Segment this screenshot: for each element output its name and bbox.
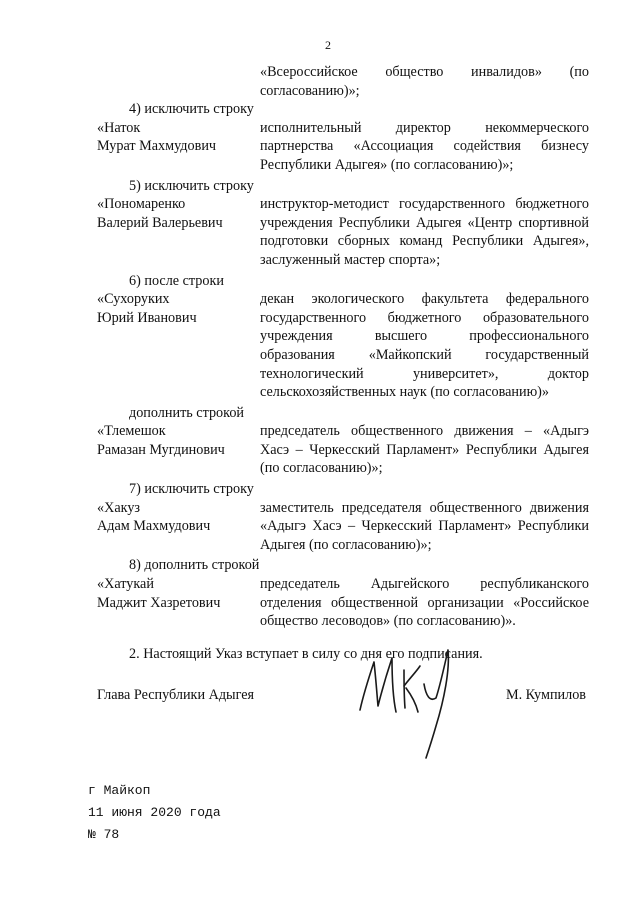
signer-title: Глава Республики Адыгея <box>97 687 255 703</box>
page-number: 2 <box>325 38 331 52</box>
entry-row <box>97 119 589 175</box>
stamp-date: 11 июня 2020 года <box>88 805 221 820</box>
entry-row <box>97 499 589 555</box>
entry-row <box>97 290 589 402</box>
instruction-8: 8) дополнить строкой <box>129 557 260 574</box>
entry-row <box>97 422 589 478</box>
stamp-city: г Майкоп <box>88 783 151 798</box>
person-role: инструктор-методист государственного бюджетного учреждения Республики Адыгея «Центр спортивной подготовки сборных команд Республики Адыгея», заслуженный мастер спорта»; <box>260 196 589 268</box>
instruction-6: 6) после строки <box>129 272 224 289</box>
person-role: декан экологического факультета федерального государственного бюджетного образовательного учреждения высшего профессионального образования «Майкопский государственный технологический университет», доктор сельскохозяйственных наук (по согласованию)» <box>260 291 589 401</box>
person-role: заместитель председателя общественного движения «Адыгэ Хасэ – Черкесский Парламент» Республики Адыгея (по согласованию)»; <box>260 499 589 553</box>
person-name: «Пономаренко Валерий Валерьевич <box>97 196 223 231</box>
person-role: председатель общественного движения – «Адыгэ Хасэ – Черкесский Парламент» Республики Адыгея (по согласованию)»; <box>260 423 589 477</box>
document-body <box>97 63 589 663</box>
person-name: «Хакуз Адам Махмудович <box>97 499 211 535</box>
person-name: «Хатукай Маджит Хазретович <box>97 576 221 611</box>
instruction-7: 7) исключить строку <box>129 481 254 498</box>
decree-stamp <box>88 780 221 846</box>
handwritten-signature <box>352 640 472 760</box>
decree-clause: 2. Настоящий Указ вступает в силу со дня его подписания. <box>129 645 483 662</box>
instruction-4: 4) исключить строку <box>129 101 254 118</box>
person-name: «Сухоруких Юрий Иванович <box>97 291 197 326</box>
entry-row <box>97 195 589 269</box>
person-name: «Тлемешок Рамазан Мугдинович <box>97 423 225 458</box>
signer-name: М. Кумпилов <box>505 687 586 703</box>
entry-row <box>97 575 589 631</box>
intro-tail-text: «Всероссийское общество инвалидов» (по согласованию)»; <box>260 64 589 99</box>
stamp-number: № 78 <box>88 827 120 842</box>
person-name: «Наток Мурат Махмудович <box>97 119 217 155</box>
instruction-add: дополнить строкой <box>129 404 245 421</box>
instruction-5: 5) исключить строку <box>129 177 254 194</box>
person-role: исполнительный директор некоммерческого партнерства «Ассоциация содействия бизнесу Республики Адыгея» (по согласованию)»; <box>260 119 589 173</box>
intro-tail-row <box>97 63 589 100</box>
person-role: председатель Адыгейского республиканского отделения общественной организации «Российское общество лесоводов» (по согласованию)». <box>260 576 589 630</box>
